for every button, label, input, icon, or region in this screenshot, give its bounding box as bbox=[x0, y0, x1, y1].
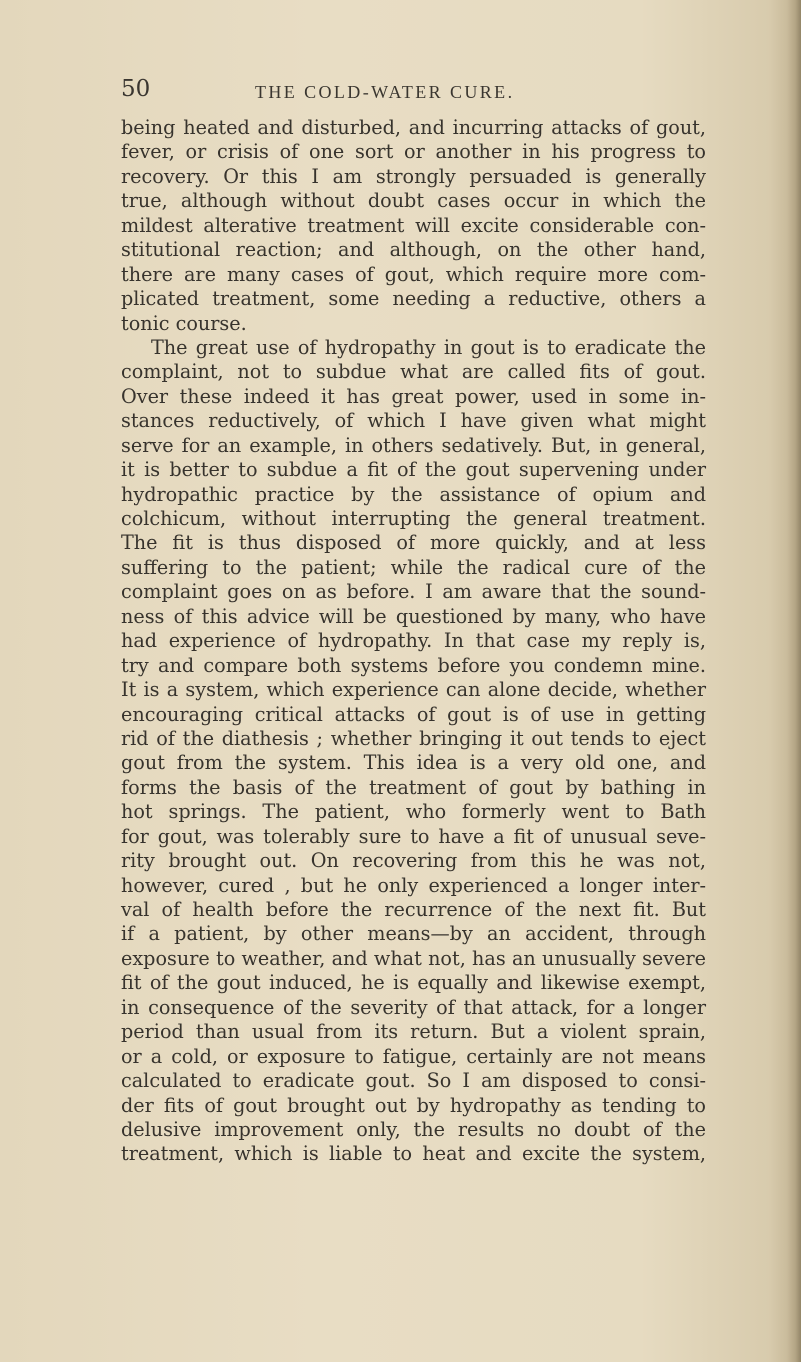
text-line: ness of this advice will be questioned by many, who have bbox=[121, 604, 706, 628]
text-line: exposure to weather, and what not, has an unusually severe bbox=[121, 946, 706, 970]
text-line: had experience of hydropathy. In that case my reply is, bbox=[121, 629, 706, 653]
text-line: being heated and disturbed, and incurring attacks of gout, bbox=[121, 116, 706, 139]
text-line: fever, or crisis of one sort or another in his progress to bbox=[121, 140, 706, 164]
text-line: fit of the gout induced, he is equally and likewise exempt, bbox=[121, 971, 706, 995]
running-title: THE COLD-WATER CURE. bbox=[255, 82, 515, 102]
text-line: for gout, was tolerably sure to have a fit of unusual seve- bbox=[121, 824, 706, 848]
text-line: delusive improvement only, the results no doubt of the bbox=[121, 1117, 706, 1141]
text-line: there are many cases of gout, which require more com- bbox=[121, 262, 706, 286]
text-line: hydropathic practice by the assistance of opium and bbox=[121, 482, 706, 506]
text-line: mildest alterative treatment will excite considerable con- bbox=[121, 213, 706, 237]
text-line: tonic course. bbox=[121, 311, 247, 335]
text-line: in consequence of the severity of that attack, for a longer bbox=[121, 995, 706, 1019]
text-line: serve for an example, in others sedatively. But, in general, bbox=[121, 433, 706, 457]
text-line: true, although without doubt cases occur in which the bbox=[121, 189, 706, 213]
body-text bbox=[121, 116, 706, 1167]
text-line: It is a system, which experience can alone decide, whether bbox=[121, 678, 706, 702]
text-line: forms the basis of the treatment of gout by bathing in bbox=[121, 775, 706, 799]
text-line: calculated to eradicate gout. So I am disposed to consi- bbox=[121, 1069, 706, 1093]
text-line: recovery. Or this I am strongly persuaded is generally bbox=[121, 164, 706, 188]
page-edge-shadow bbox=[787, 0, 801, 1362]
text-line: complaint, not to subdue what are called fits of gout. bbox=[121, 360, 706, 384]
text-line: suffering to the patient; while the radical cure of the bbox=[121, 555, 706, 579]
text-line: hot springs. The patient, who formerly went to Bath bbox=[121, 800, 706, 824]
text-line: val of health before the recurrence of the next fit. But bbox=[121, 898, 706, 921]
text-line: try and compare both systems before you condemn mine. bbox=[121, 653, 706, 677]
text-line: or a cold, or exposure to fatigue, certainly are not means bbox=[121, 1044, 706, 1068]
text-line: plicated treatment, some needing a reductive, others a bbox=[121, 287, 706, 311]
text-line: if a patient, by other means—by an accident, through bbox=[121, 922, 706, 946]
text-line: it is better to subdue a fit of the gout supervening under bbox=[121, 458, 706, 482]
text-line: however, cured , but he only experienced a longer inter- bbox=[121, 873, 706, 897]
text-line: treatment, which is liable to heat and excite the system, bbox=[121, 1142, 706, 1166]
text-line: complaint goes on as before. I am aware that the sound- bbox=[121, 580, 706, 604]
page-number: 50 bbox=[121, 76, 151, 102]
text-line: rity brought out. On recovering from this he was not, bbox=[121, 849, 706, 873]
text-line: The fit is thus disposed of more quickly, and at less bbox=[121, 531, 706, 555]
text-line: rid of the diathesis ; whether bringing it out tends to eject bbox=[121, 726, 706, 750]
text-line: stitutional reaction; and although, on the other hand, bbox=[121, 238, 706, 262]
text-line: stances reductively, of which I have given what might bbox=[121, 409, 706, 433]
text-line: The great use of hydropathy in gout is to eradicate the bbox=[151, 335, 706, 359]
text-line: der fits of gout brought out by hydropathy as tending to bbox=[121, 1093, 706, 1117]
text-line: gout from the system. This idea is a very old one, and bbox=[121, 751, 706, 775]
running-head bbox=[0, 76, 801, 106]
text-line: period than usual from its return. But a violent sprain, bbox=[121, 1020, 706, 1044]
text-line: Over these indeed it has great power, used in some in- bbox=[121, 384, 706, 408]
text-line: encouraging critical attacks of gout is of use in getting bbox=[121, 702, 706, 726]
text-line: colchicum, without interrupting the general treatment. bbox=[121, 507, 706, 530]
